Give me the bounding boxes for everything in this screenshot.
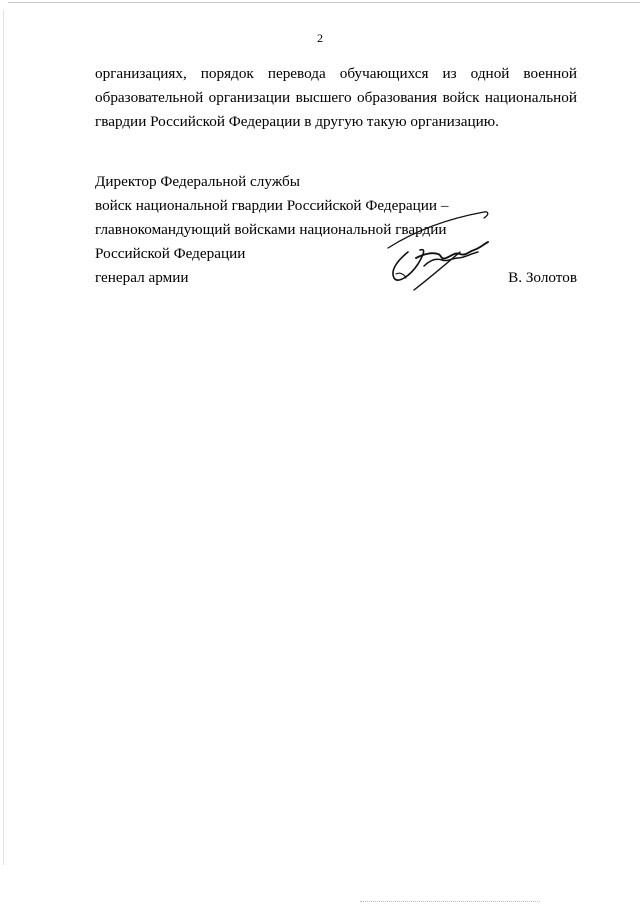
scan-left-edge (3, 10, 4, 865)
body-line-1: организациях, порядок перевода обучающихся из одной военной (95, 65, 577, 82)
signature-block (95, 170, 577, 290)
signer-title-line-3: главнокомандующий войсками национальной гвардии (95, 221, 447, 238)
body-line-2: образовательной организации высшего образования войск национальной (95, 89, 577, 106)
scan-top-edge (8, 2, 640, 3)
body-line-3: гвардии Российской Федерации в другую такую организацию. (95, 113, 499, 130)
page-number: 2 (317, 31, 323, 45)
signer-name: В. Золотов (508, 269, 577, 286)
signer-rank: генерал армии (95, 269, 189, 286)
scan-bottom-marks (360, 901, 540, 903)
body-paragraph (95, 62, 577, 134)
signer-title-line-4: Российской Федерации (95, 245, 246, 262)
signer-title-line-2: войск национальной гвардии Российской Федерации – (95, 197, 449, 214)
signer-title-line-1: Директор Федеральной службы (95, 173, 300, 190)
handwritten-signature (380, 208, 492, 292)
